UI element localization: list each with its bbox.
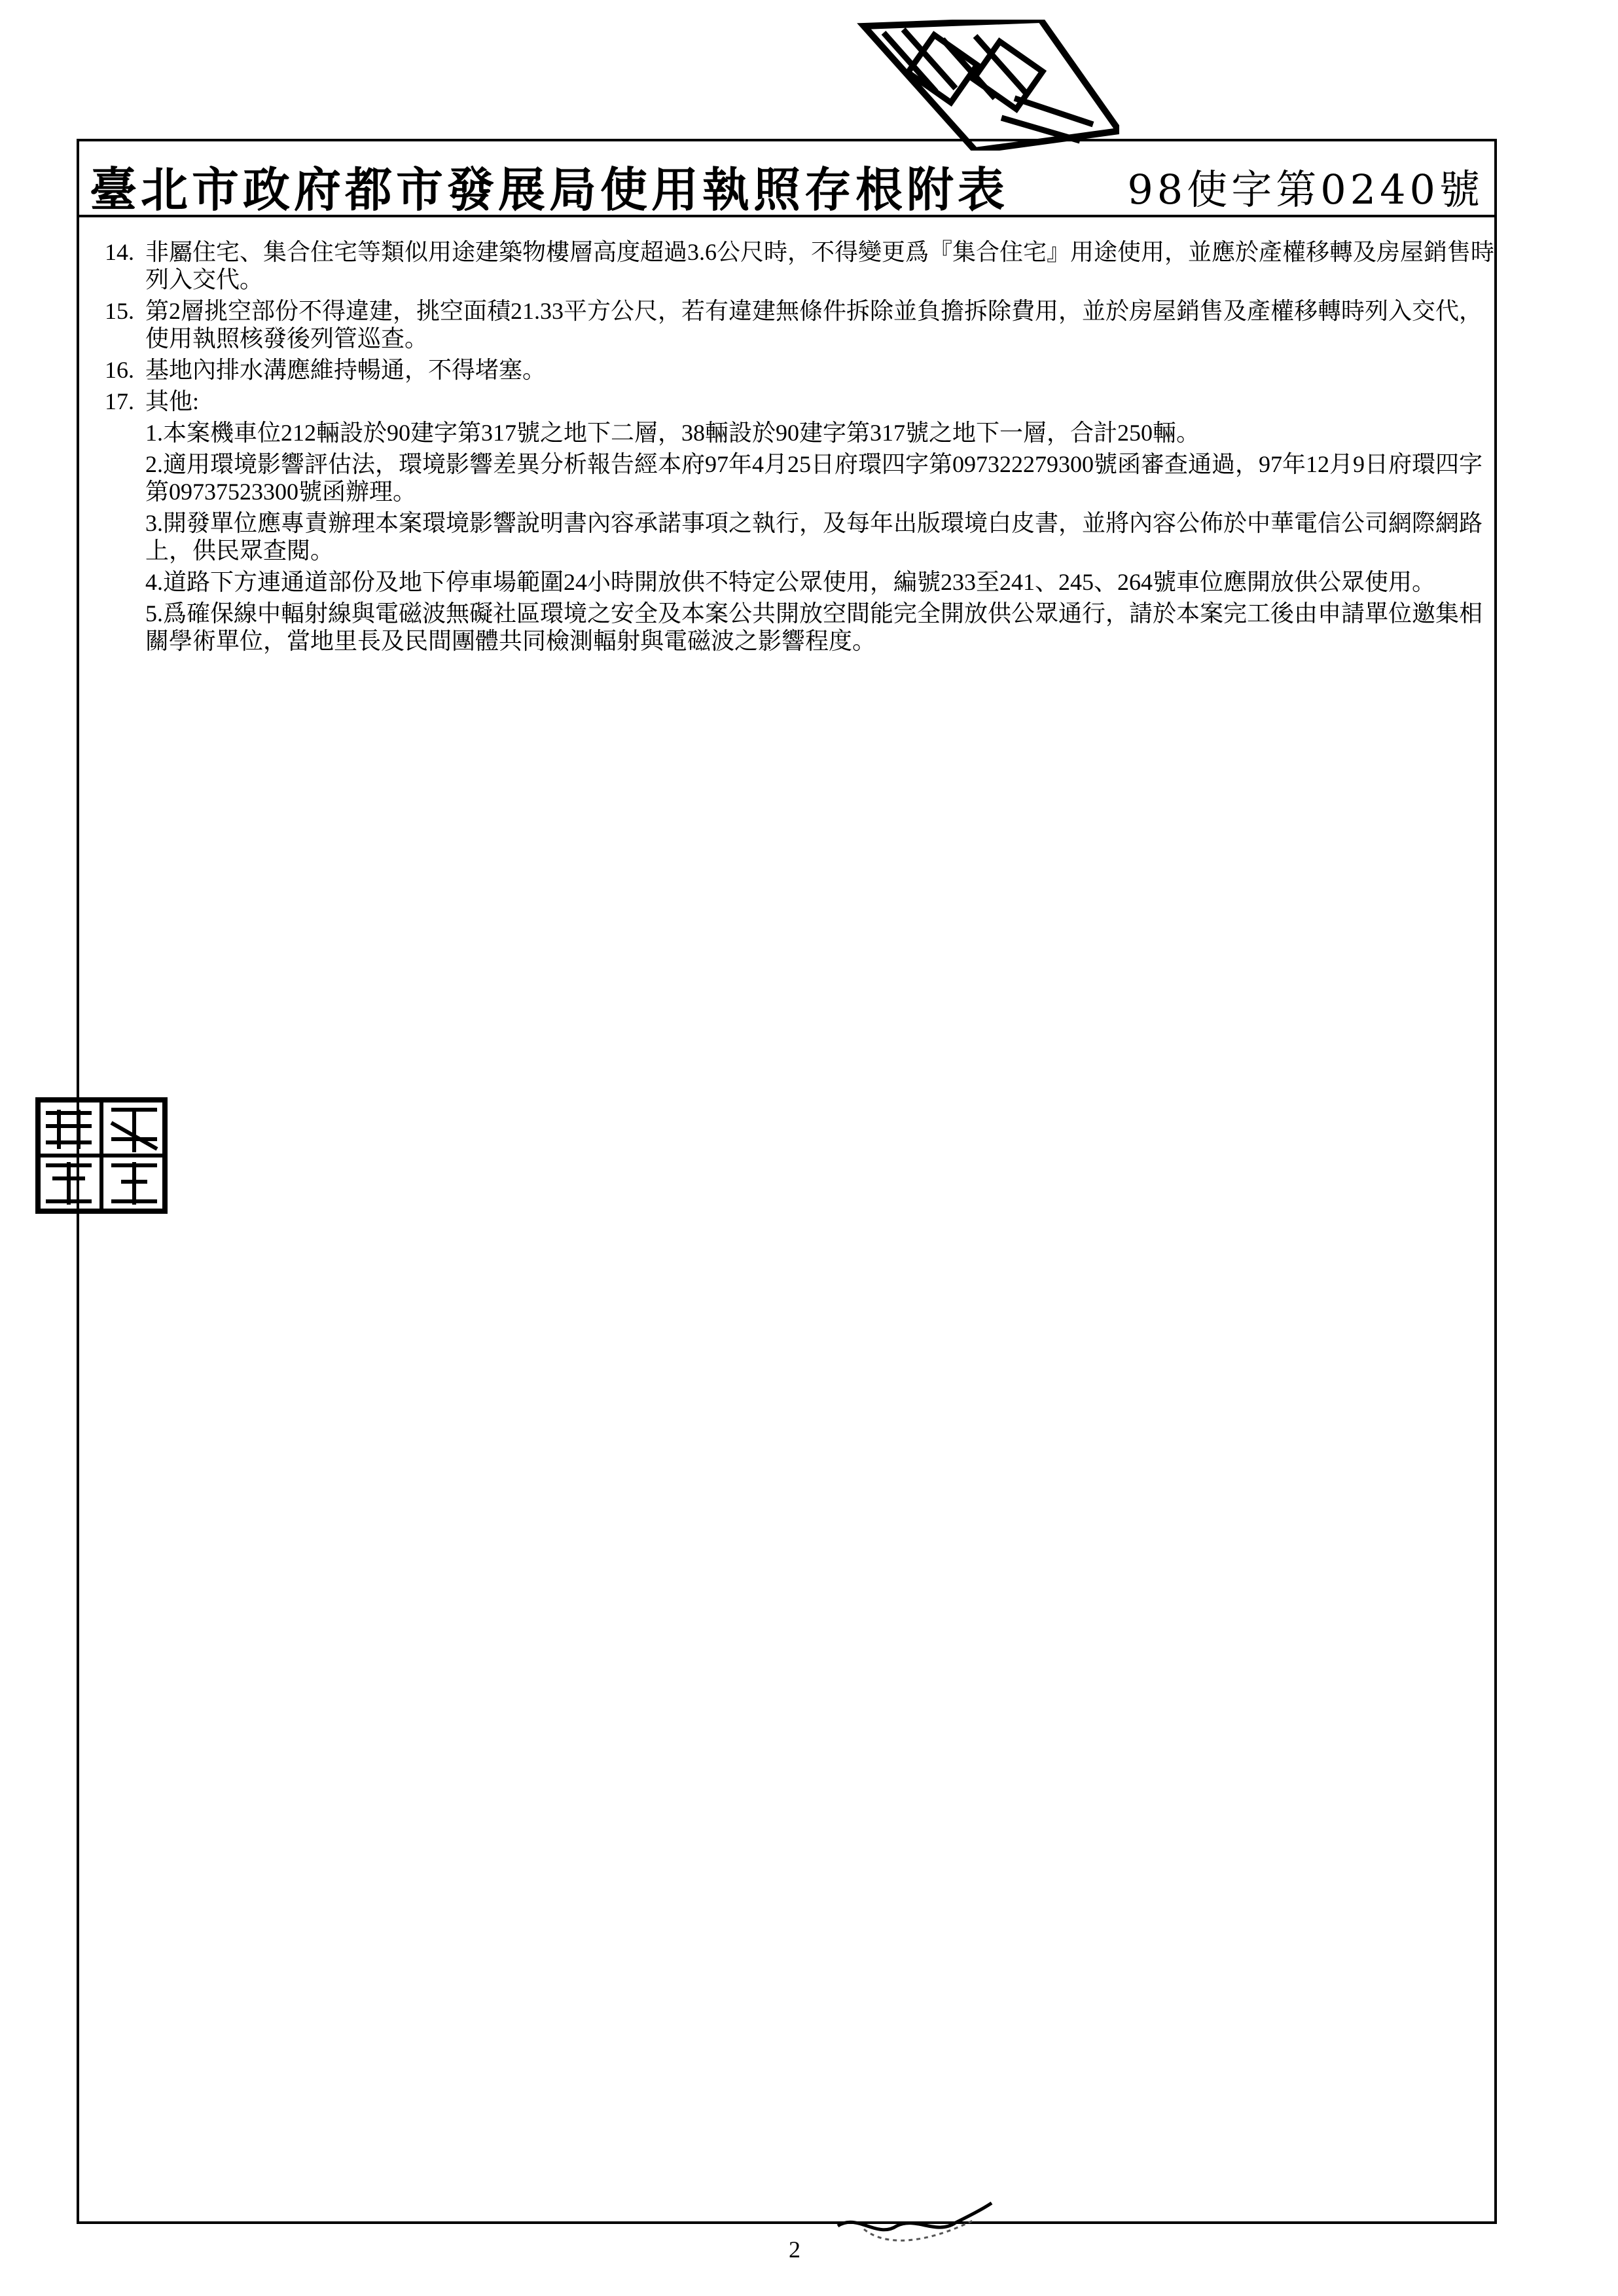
sub-list-item bbox=[105, 509, 1496, 564]
list-item bbox=[105, 356, 1496, 384]
sub-item-text: 3.開發單位應專責辦理本案環境影響說明書內容承諾事項之執行，及每年出版環境白皮書，並將內容公佈於中華電信公司網際網路上，供民眾查閱。 bbox=[145, 510, 1483, 564]
sub-list-item bbox=[105, 568, 1496, 596]
item-text: 第2層挑空部份不得違建，挑空面積21.33平方公尺，若有違建無條件拆除並負擔拆除費用，並於房屋銷售及產權移轉時列入交代，使用執照核發後列管巡查。 bbox=[145, 298, 1483, 352]
item-text: 基地內排水溝應維持暢通，不得堵塞。 bbox=[145, 357, 547, 383]
sub-item-text: 5.爲確保線中輻射線與電磁波無礙社區環境之安全及本案公共開放空間能完全開放供公眾通行，請於本案完工後由申請單位邀集相關學術單位，當地里長及民間團體共同檢測輻射與電磁波之影響程度。 bbox=[145, 600, 1483, 654]
list-item bbox=[105, 297, 1496, 352]
sub-item-text: 2.適用環境影響評估法，環境影響差異分析報告經本府97年4月25日府環四字第09732227930​0號函審查通過，97年12月9日府環四字第09737523300號函辦理。 bbox=[145, 451, 1483, 505]
sub-list-item bbox=[105, 600, 1496, 655]
list-item bbox=[105, 388, 1496, 415]
item-number: 17. bbox=[105, 388, 134, 414]
document-title: 臺北市政府都市發展局使用執照存根附表 bbox=[90, 162, 1009, 217]
item-number: 14. bbox=[105, 239, 134, 265]
item-number: 16. bbox=[105, 357, 134, 383]
official-seal-stamp-top bbox=[844, 20, 1119, 151]
list-item bbox=[105, 238, 1496, 293]
page-number: 2 bbox=[789, 2236, 800, 2263]
document-number: 98使字第0240號 bbox=[1127, 166, 1484, 213]
sub-item-text: 1.本案機車位212輛設於90建字第317號之地下二層，38輛設於90建字第317號之地下一層，合計250輛。 bbox=[145, 420, 1200, 446]
item-text: 其他: bbox=[145, 388, 200, 414]
signature-mark bbox=[825, 2200, 995, 2252]
sub-list-item bbox=[105, 450, 1496, 505]
sub-list-item bbox=[105, 419, 1496, 446]
item-text: 非屬住宅、集合住宅等類似用途建築物樓層高度超過3.6公尺時，不得變更爲『集合住宅』用途使用，並應於產權移轉及房屋銷售時列入交代。 bbox=[145, 239, 1495, 293]
sub-item-text: 4.道路下方連通道部份及地下停車場範圍24小時開放供不特定公眾使用，編號233至241、245、264號車位應開放供公眾使用。 bbox=[145, 569, 1436, 595]
document-body bbox=[105, 238, 1496, 659]
document-header bbox=[77, 139, 1497, 217]
item-number: 15. bbox=[105, 298, 134, 324]
